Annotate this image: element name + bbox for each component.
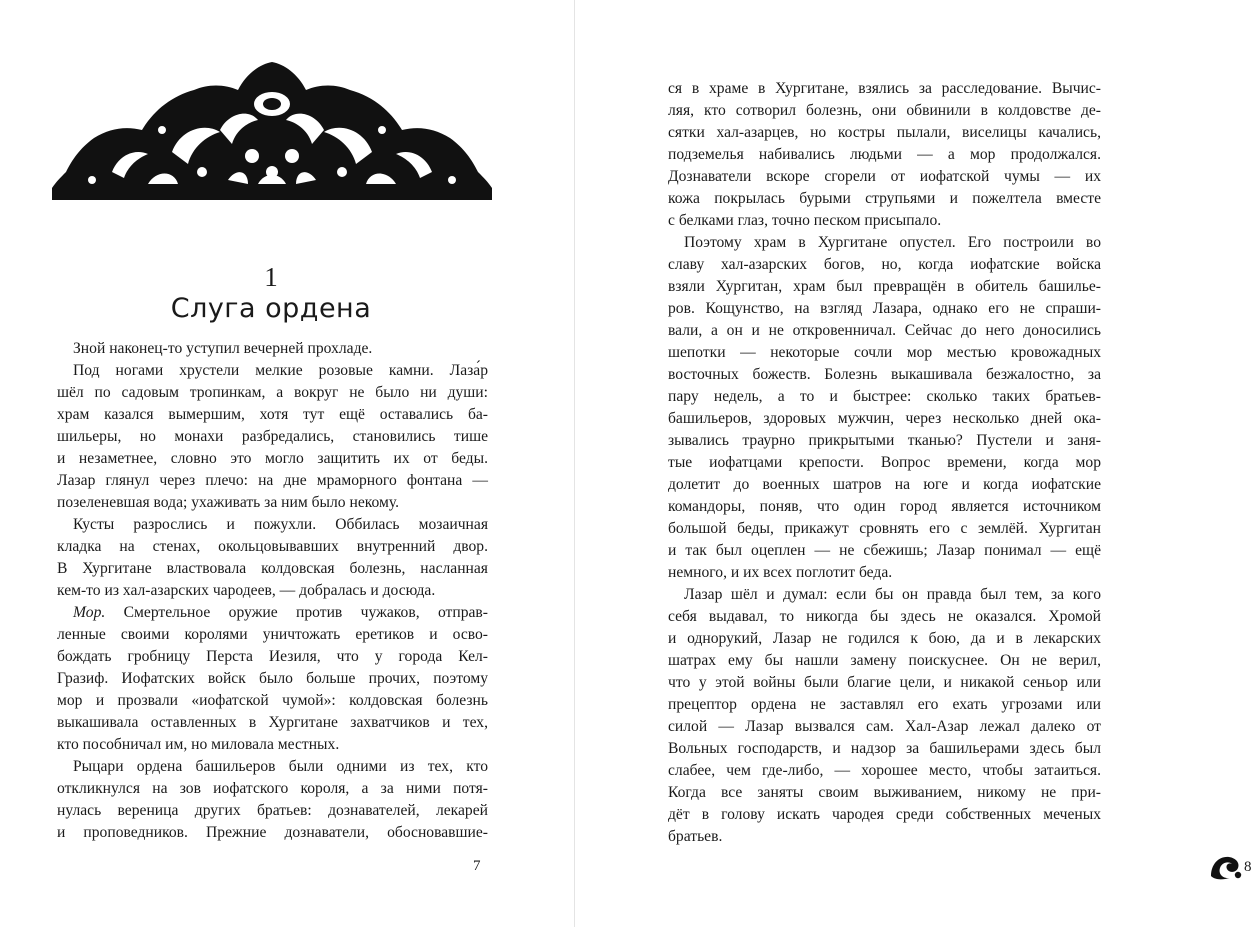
text-line: что у этой войны были благие цели, и никакой сеньор или xyxy=(668,674,1101,691)
text-line: Лазар глянул через плечо: на дне мраморного фонтана — xyxy=(57,472,488,489)
page-number-right-label: 8 xyxy=(1244,858,1252,875)
text-line: нулась вереница других братьев: дознавателей, лекарей xyxy=(57,802,488,819)
page-number-left: 7 xyxy=(473,858,481,874)
text-line: дёт в голову искать чародея среди собственных меченых xyxy=(668,806,1101,823)
text-line: Лазар шёл и думал: если бы он правда был тем, за кого xyxy=(684,586,1101,603)
text-line: слабее, чем где-либо, — хорошее место, чтобы затаиться. xyxy=(668,762,1101,779)
text-line: восточных божеств. Болезнь выкашивала безжалостно, за xyxy=(668,366,1101,383)
right-page xyxy=(575,0,1252,927)
text-line: шепотки — некоторые сочли мор местью кровожадных xyxy=(668,344,1101,361)
text-line: кто пособничал им, но миловала местных. xyxy=(57,736,340,753)
text-line: и незаметнее, словно это могло защитить их от беды. xyxy=(57,450,488,467)
italic-lead-word: Мор. xyxy=(73,604,106,621)
chapter-title: Слуга ордена xyxy=(170,293,372,324)
text-line: мор и прозвали «иофатской чумой»: колдовская болезнь xyxy=(57,692,488,709)
wave-swirl-icon xyxy=(1209,854,1243,880)
text-line: Когда все заняты своим выживанием, никому не при- xyxy=(668,784,1101,801)
text-line: славу хал-азарских богов, но, когда иофатские войска xyxy=(668,256,1101,273)
text-line: и проповедников. Прежние дознаватели, обосновавшие- xyxy=(57,824,488,841)
text-line: и так был оцеплен — не сбежишь; Лазар понимал — ещё xyxy=(668,542,1101,559)
text-line: ляя, кто сотворил болезнь, они обвинили в колдовстве де- xyxy=(668,102,1101,119)
text-line: Дознаватели вскоре сгорели от иофатской чумы — их xyxy=(668,168,1101,185)
text-line: командоры, поняв, что один город является источником xyxy=(668,498,1101,515)
text-line: откликнулся на зов иофатского короля, а за ними потя- xyxy=(57,780,488,797)
text-line: шатрах ему бы нашли замену поискуснее. Он не верил, xyxy=(668,652,1101,669)
page-number-right xyxy=(1209,852,1252,882)
text-line: В Хургитане властвовала колдовская болезнь, насланная xyxy=(57,560,488,577)
text-line: шёл по садовым тропинкам, а вокруг не было ни души: xyxy=(57,384,488,401)
text-line: сятки хал-азарцев, но костры пылали, виселицы качались, xyxy=(668,124,1101,141)
text-line: ся в храме в Хургитане, взялись за расследование. Вычис- xyxy=(668,80,1101,97)
text-line: с белками глаз, точно песком присыпало. xyxy=(668,212,942,229)
floral-crown-ornament-icon xyxy=(52,60,492,210)
text-line: ленные своими королями уничтожать еретиков и осво- xyxy=(57,626,488,643)
text-line: башильеров, здоровых мужчин, через несколько дней ока- xyxy=(668,410,1101,427)
text-line: вали, а он и не откровенничал. Сейчас до него доносились xyxy=(668,322,1101,339)
text-line: кожа покрылась бурыми струпьями и пожелтела вместе xyxy=(668,190,1101,207)
text-line: Гразиф. Иофатских войск было больше прочих, поэтому xyxy=(57,670,488,687)
text-line: долетит до военных шатров на юге и когда иофатские xyxy=(668,476,1101,493)
text-line: Зной наконец-то уступил вечерней прохладе. xyxy=(73,340,373,357)
text-line: и однорукий, Лазар не годился к бою, да и в лекарских xyxy=(668,630,1101,647)
text-line: шильеры, но монахи разбредались, становились тише xyxy=(57,428,488,445)
text-line: выкашивала оставленных в Хургитане захватчиков и тех, xyxy=(57,714,488,731)
text-line: силой — Лазар вызвался сам. Хал-Азар лежал далеко от xyxy=(668,718,1101,735)
text-line: пару недель, а то и быстрее: сколько таких братьев- xyxy=(668,388,1101,405)
left-page xyxy=(0,0,574,927)
text-line: себя выдавал, то никогда бы здесь не оказался. Хромой xyxy=(668,608,1101,625)
text-line: кем-то из хал-азарских чародеев, — добралась и досюда. xyxy=(57,582,436,599)
right-body-text xyxy=(668,78,1101,848)
text-line: большой беды, прикажут сровнять его с землёй. Хургитан xyxy=(668,520,1101,537)
text-line: Рыцари ордена башильеров были одними из тех, кто xyxy=(73,758,488,775)
text-line: зывались траурно прикрытыми тканью? Пустели и заня- xyxy=(668,432,1101,449)
text-line: Поэтому храм в Хургитане опустел. Его построили во xyxy=(684,234,1101,251)
text-line: храм казался вымершим, хотя тут ещё оставались ба- xyxy=(57,406,488,423)
chapter-number: 1 xyxy=(264,262,278,292)
text-line: Под ногами хрустели мелкие розовые камни. Лаза́р xyxy=(73,362,488,379)
text-line: Кусты разрослись и пожухли. Оббилась мозаичная xyxy=(73,516,488,533)
text-line: взяли Хургитан, храм был превращён в обитель башилье- xyxy=(668,278,1101,295)
text-line: немного, и их всех поглотит беда. xyxy=(668,564,893,581)
text-line: прецептор ордена не заставлял его ехать угрозами или xyxy=(668,696,1101,713)
text-line: тые иофатцами крепости. Вопрос времени, когда мор xyxy=(668,454,1101,471)
text-line: Вольных господарств, и надзор за башильерами здесь был xyxy=(668,740,1101,757)
text-line: бождать гробницу Перста Иезиля, что у города Кел- xyxy=(57,648,488,665)
text-line xyxy=(57,602,488,624)
text-line-rest: Смертельное оружие против чужаков, отправ- xyxy=(123,604,488,621)
text-line: братьев. xyxy=(668,828,723,845)
text-line: подземелья набивались людьми — а мор продолжался. xyxy=(668,146,1101,163)
text-line: ров. Кощунство, на взгляд Лазара, однако его не спраши- xyxy=(668,300,1101,317)
text-line: позеленевшая вода; ухаживать за ним было некому. xyxy=(57,494,400,511)
text-line: кладка на стенах, окольцовывавших внутренний двор. xyxy=(57,538,488,555)
left-body-text xyxy=(57,338,488,844)
